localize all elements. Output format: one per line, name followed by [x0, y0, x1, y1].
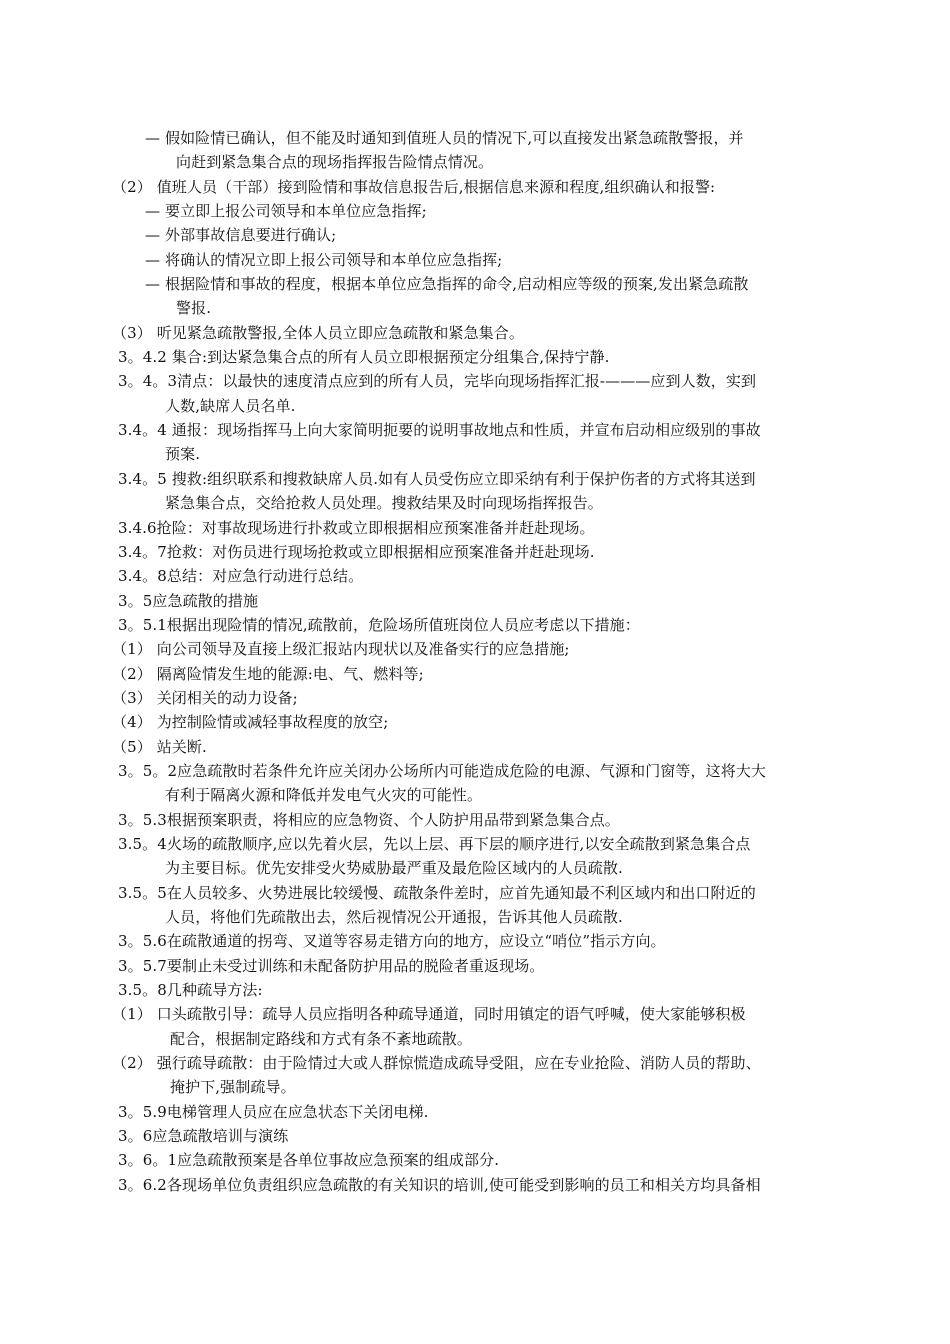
text-line: — 假如险情已确认，但不能及时通知到值班人员的情况下,可以直接发出紧急疏散警报，并 [145, 129, 744, 147]
text-line: （1） 口头疏散引导：疏导人员应指明各种疏导通道，同时用镇定的语气呼喊，使大家能够积极 [112, 1005, 746, 1024]
text-line: — 将确认的情况立即上报公司领导和本单位应急指挥; [145, 250, 503, 269]
text-line: 3.4。8总结：对应急行动进行总结。 [118, 567, 364, 586]
text-line: 人数,缺席人员名单. [165, 396, 296, 415]
document-body [0, 126, 950, 1197]
section-heading: 3。6应急疏散培训与演练 [118, 1127, 289, 1146]
text-line: 3。6.2各现场单位负责组织应急疏散的有关知识的培训,使可能受到影响的员工和相关方均具备相 [118, 1175, 761, 1194]
text-line: 预案. [165, 445, 201, 464]
text-line: （2） 隔离险情发生地的能源:电、气、燃料等; [112, 664, 424, 683]
text-line: 3。5。2应急疏散时若条件允许应关闭办公场所内可能造成危险的电源、气源和门窗等，这将大大 [118, 761, 767, 780]
text-line: 3.5。4火场的疏散顺序,应以先着火层，先以上层、再下层的顺序进行,以安全疏散到紧急集合点 [118, 834, 751, 853]
text-line: 有利于隔离火源和降低并发电气火灾的可能性。 [165, 786, 483, 805]
text-line: （5） 站关断. [112, 737, 207, 756]
text-line: （2） 值班人员（干部）接到险情和事故信息报告后,根据信息来源和程度,组织确认和报警: [112, 177, 716, 196]
section-heading: 3。5应急疏散的措施 [118, 591, 259, 610]
text-line: 3.4。5 搜救:组织联系和搜救缺席人员.如有人员受伤应立即采纳有利于保护伤者的方式将其送到 [118, 469, 756, 488]
text-line: 警报. [176, 299, 212, 318]
text-line: 3。5.7要制止未受过训练和未配备防护用品的脱险者重返现场。 [118, 956, 545, 975]
text-line: （3） 听见紧急疏散警报,全体人员立即应急疏散和紧急集合。 [112, 323, 524, 342]
text-line: — 外部事故信息要进行确认; [145, 226, 337, 245]
text-line: 3.4。4 通报：现场指挥马上向大家简明扼要的说明事故地点和性质，并宣布启动相应级别的事故 [118, 421, 761, 440]
text-line: 为主要目标。优先安排受火势威胁最严重及最危险区域内的人员疏散. [165, 859, 623, 878]
text-line: 3。5.1根据出现险情的情况,疏散前，危险场所值班岗位人员应考虑以下措施： [118, 615, 640, 634]
text-line: （3） 关闭相关的动力设备; [112, 688, 298, 707]
text-line: 3.5。5在人员较多、火势进展比较缓慢、疏散条件差时，应首先通知最不利区域内和出口附近的 [118, 883, 756, 902]
text-line: 人员，将他们先疏散出去，然后视情况公开通报，告诉其他人员疏散. [165, 908, 623, 926]
text-line: 3。5.6在疏散通道的拐弯、叉道等容易走错方向的地方，应设立“哨位”指示方向。 [118, 932, 666, 951]
text-line: 3。5.3根据预案职责，将相应的应急物资、个人防护用品带到紧急集合点。 [118, 810, 620, 829]
text-line: 3.5。8几种疏导方法: [118, 981, 263, 1000]
text-line: 3。5.9电梯管理人员应在应急状态下关闭电梯. [118, 1102, 429, 1121]
text-line: （1） 向公司领导及直接上级汇报站内现状以及准备实行的应急措施; [112, 640, 570, 659]
text-line: — 根据险情和事故的程度，根据本单位应急指挥的命令,启动相应等级的预案,发出紧急疏散 [145, 275, 749, 294]
text-line: 向赶到紧急集合点的现场指挥报告险情点情况。 [176, 153, 494, 172]
text-line: 3.4。7抢救：对伤员进行现场抢救或立即根据相应预案准备并赶赴现场. [118, 542, 595, 561]
text-line: （2） 强行疏导疏散：由于险情过大或人群惊慌造成疏导受阻，应在专业抢险、消防人员的帮助、 [112, 1054, 761, 1073]
text-line: 3。4。3清点：以最快的速度清点应到的所有人员，完毕向现场指挥汇报-———应到人数，实到 [118, 372, 757, 391]
text-line: — 要立即上报公司领导和本单位应急指挥; [145, 202, 427, 221]
text-line: 紧急集合点，交给抢救人员处理。搜救结果及时向现场指挥报告。 [165, 494, 603, 513]
text-line: 3。6。1应急疏散预案是各单位事故应急预案的组成部分. [118, 1151, 500, 1170]
text-line: 掩护下,强制疏导。 [170, 1078, 296, 1097]
text-line: 配合，根据制定路线和方式有条不紊地疏散。 [170, 1029, 473, 1048]
text-line: （4） 为控制险情或减轻事故程度的放空; [112, 713, 389, 732]
text-line: 3.4.6抢险：对事故现场进行扑救或立即根据相应预案准备并赶赴现场。 [118, 518, 595, 537]
text-line: 3。4.2 集合:到达紧急集合点的所有人员立即根据预定分组集合,保持宁静. [118, 348, 610, 367]
